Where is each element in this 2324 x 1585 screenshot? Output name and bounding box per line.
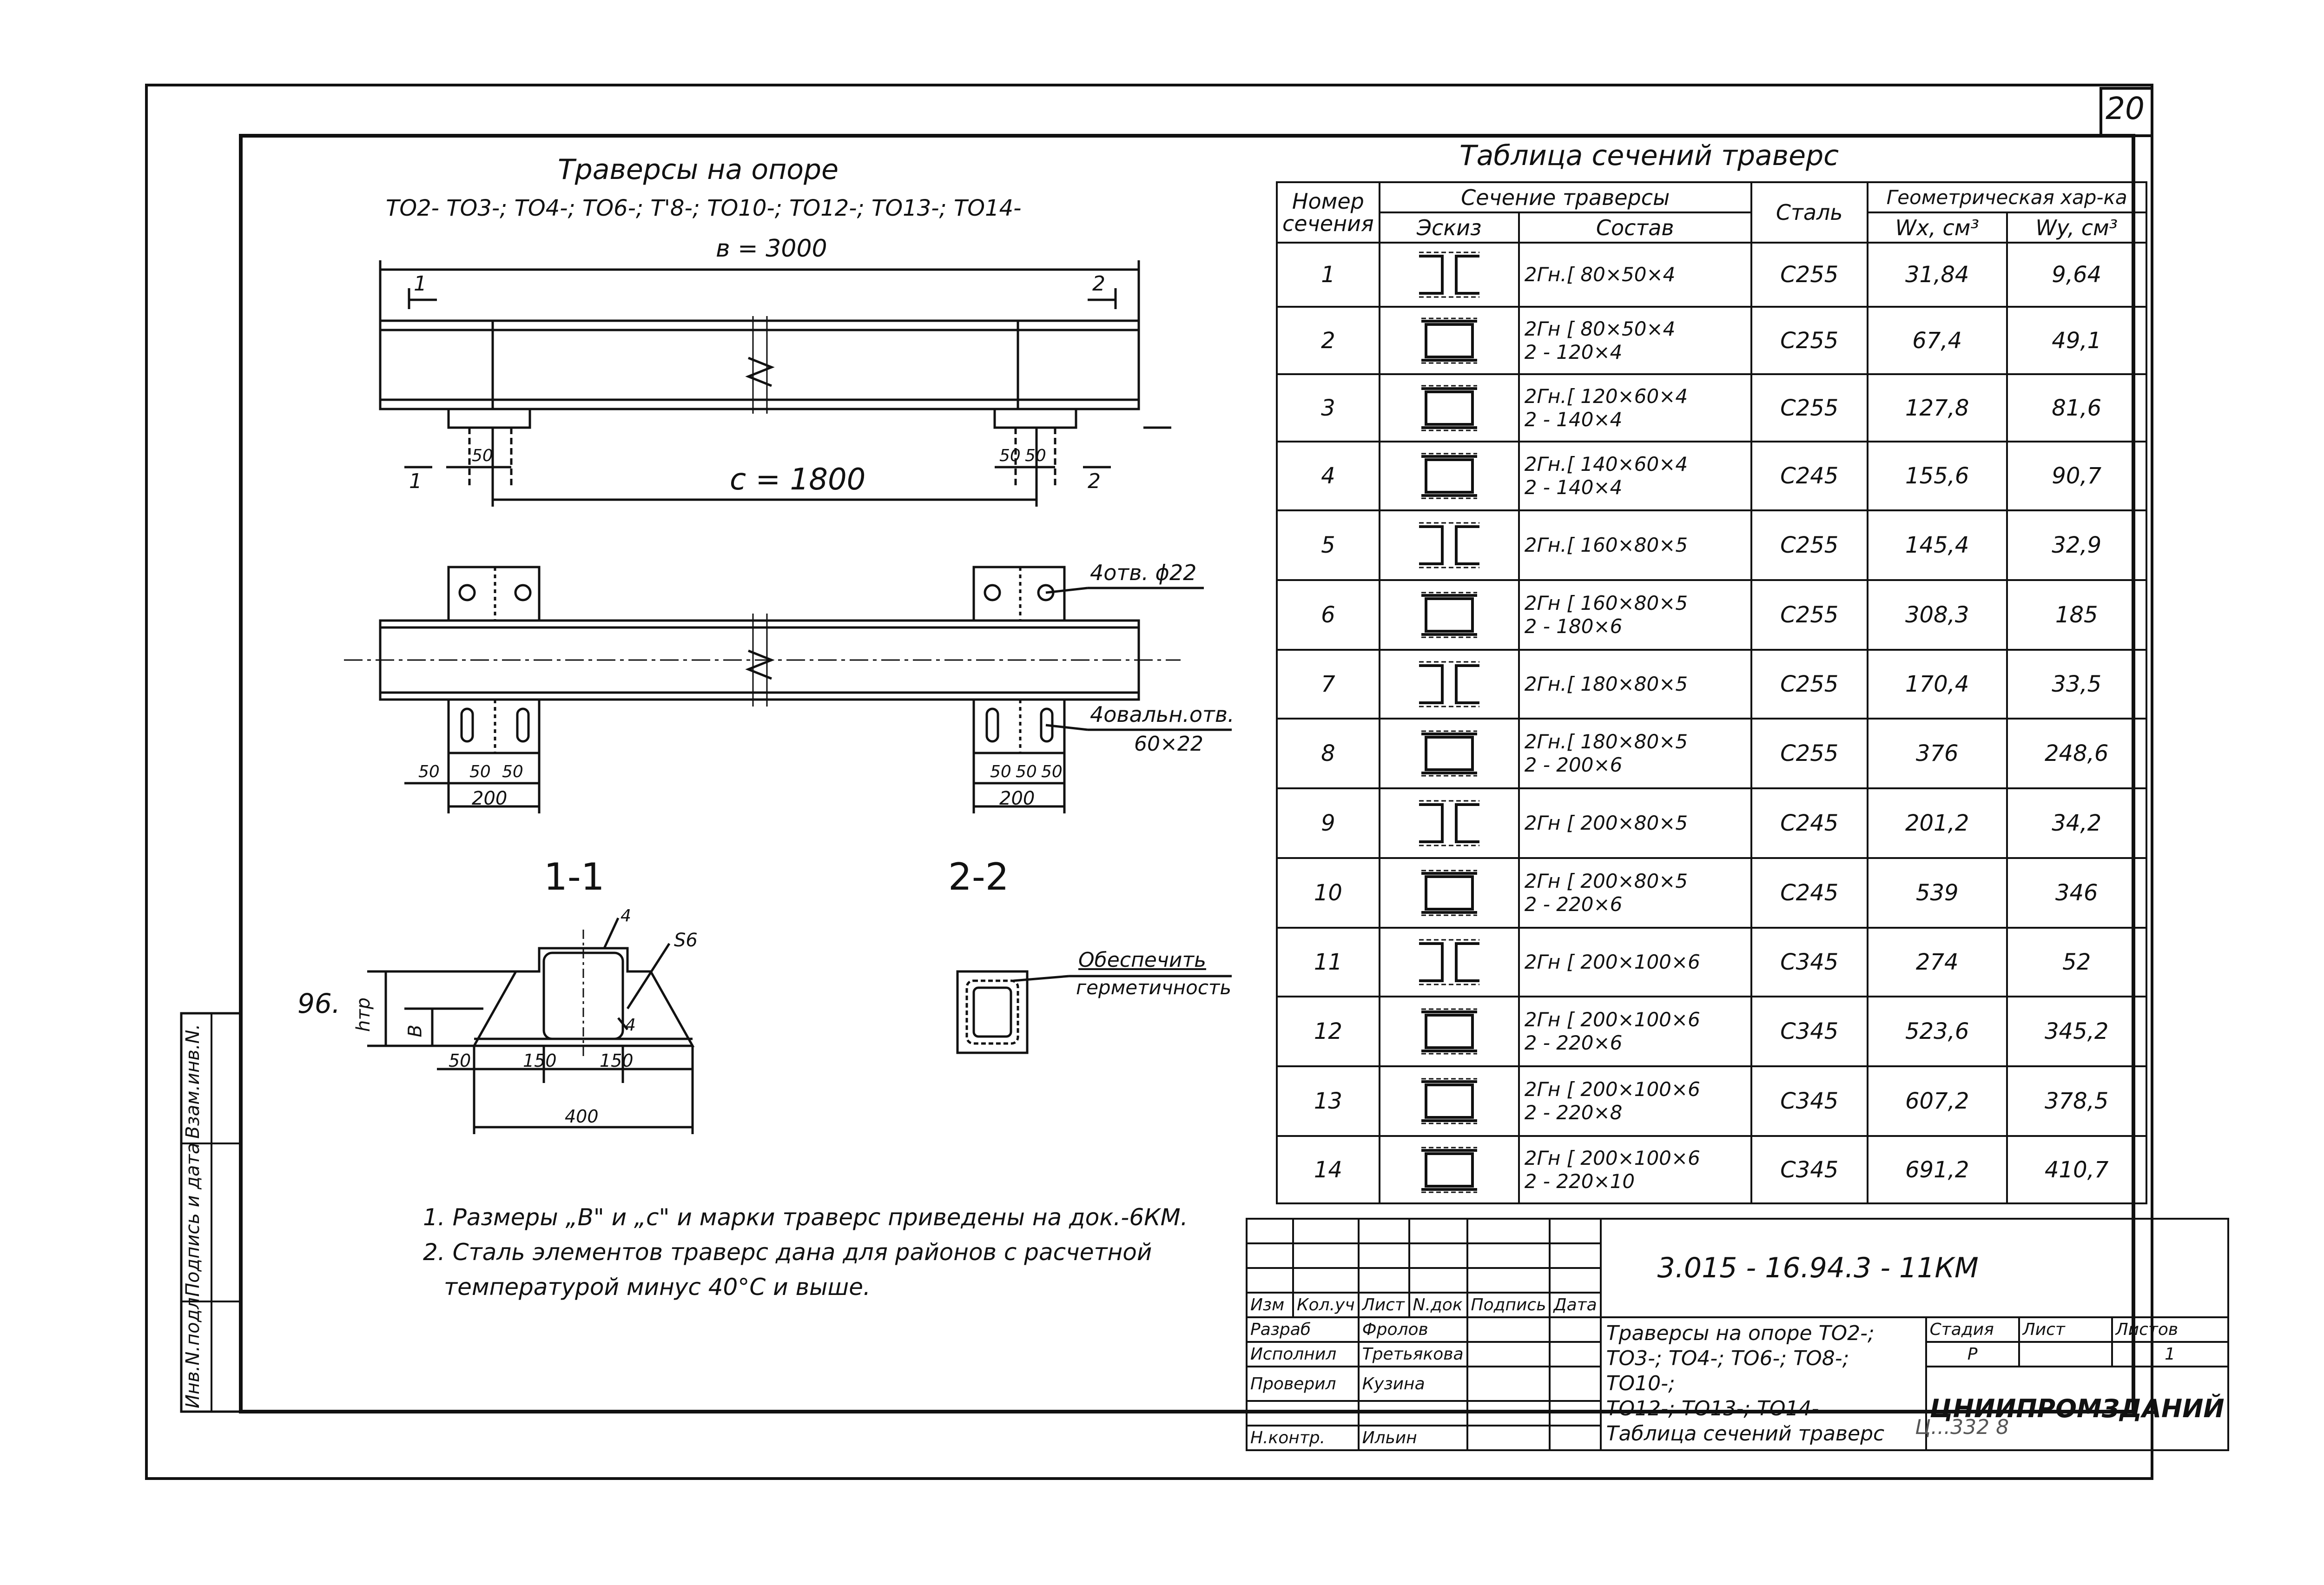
cell-wx-text: 376 [1915, 740, 1959, 766]
cell-number-text: 1 [1321, 262, 1335, 288]
note-1: 1. Размеры „В" и „с" и марки траверс приведены на док.-6КМ. [423, 1204, 1188, 1231]
cell-number-text: 11 [1314, 949, 1342, 975]
section-table [1276, 181, 2147, 1204]
side-inv-podl: Инв.N.подл. [182, 1291, 204, 1408]
holes-oval-label-1: 4овальн.отв. [1090, 702, 1235, 727]
cut-mark-1-top: 1 [414, 272, 427, 296]
plan-dim-50-c: 50 [502, 762, 523, 781]
cell-wy [2007, 1136, 2146, 1203]
cell-wx-text: 607,2 [1905, 1088, 1969, 1114]
table-row [1277, 928, 2146, 997]
note-2: 2. Сталь элементов траверс дана для районов с расчетной [423, 1239, 1152, 1266]
cell-composition [1519, 1136, 1751, 1203]
composition-line: 2Гн.[ 80×50×4 [1524, 263, 1676, 286]
nkontr-name: Ильин [1359, 1426, 1467, 1450]
cell-sketch [1380, 510, 1519, 580]
cell-steel [1751, 510, 1868, 580]
cell-wy-text: 410,7 [2045, 1156, 2109, 1183]
sketch-split-channels-icon [1410, 251, 1489, 298]
sketch-box-section-icon [1417, 1008, 1482, 1055]
cell-number [1277, 374, 1380, 442]
dim-b: в = 3000 [716, 235, 827, 263]
cell-composition [1519, 997, 1751, 1066]
cell-steel-text: С255 [1780, 327, 1839, 354]
cell-number-text: 8 [1321, 740, 1335, 766]
sketch-box-section-icon [1417, 1078, 1482, 1124]
cell-wx [1868, 243, 2007, 307]
cell-steel-text: С255 [1780, 262, 1839, 288]
th-wy: Wy, см³ [2007, 212, 2146, 243]
dim-c: с = 1800 [730, 462, 866, 497]
sketch-box-section-icon [1417, 385, 1482, 431]
section-table-body [1277, 243, 2146, 1203]
table-row [1277, 374, 2146, 442]
copy-stamp: Ц...332 8 [1915, 1415, 2009, 1439]
cell-wx-text: 523,6 [1905, 1018, 1969, 1044]
cell-composition [1519, 243, 1751, 307]
cell-wy-text: 32,9 [2052, 532, 2102, 558]
table-row [1277, 510, 2146, 580]
cell-sketch [1380, 997, 1519, 1066]
dim-htr: hтр [353, 997, 375, 1032]
section-1-1-label: 1-1 [544, 855, 605, 898]
plan-dim-50-e: 50 [1016, 762, 1037, 781]
cell-wy [2007, 510, 2146, 580]
composition-line: 2Гн.[ 180×80×5 [1524, 730, 1688, 753]
composition-line: 2Гн [ 80×50×4 [1524, 317, 1676, 340]
sketch-box-section-icon [1417, 730, 1482, 777]
cell-wx [1868, 1066, 2007, 1136]
col-ndok: N.док [1409, 1293, 1467, 1317]
cell-wy-text: 378,5 [2045, 1088, 2109, 1114]
cell-wy-text: 52 [2062, 949, 2091, 975]
sketch-split-channels-icon [1410, 661, 1489, 707]
cell-steel [1751, 650, 1868, 719]
cell-sketch [1380, 928, 1519, 997]
title-description [1601, 1317, 1926, 1450]
sec-dim-150-a: 150 [523, 1050, 557, 1071]
th-geom: Геометрическая хар-ка [1868, 182, 2146, 212]
desc-line-4: Таблица сечений траверс [1606, 1422, 1885, 1446]
cell-wy [2007, 788, 2146, 858]
dim-4-a: 4 [621, 906, 631, 925]
cell-number [1277, 307, 1380, 374]
cell-steel-text: С245 [1780, 810, 1839, 836]
cell-composition [1519, 307, 1751, 374]
dim-50-b: 50 [999, 446, 1021, 465]
cell-steel-text: С255 [1780, 532, 1839, 558]
cell-wx [1868, 580, 2007, 650]
plan-dim-50-f: 50 [1041, 762, 1063, 781]
cell-steel-text: С245 [1780, 880, 1839, 906]
cell-wx [1868, 307, 2007, 374]
cell-sketch [1380, 243, 1519, 307]
cell-sketch [1380, 442, 1519, 510]
sketch-box-section-icon [1417, 317, 1482, 364]
cell-wy-text: 90,7 [2052, 463, 2102, 489]
dim-B: В [404, 1024, 426, 1037]
plan-dim-50-a: 50 [418, 762, 440, 781]
composition-line: 2 - 180×6 [1524, 615, 1623, 638]
cell-wy [2007, 928, 2146, 997]
title-block [1246, 1218, 2229, 1451]
cell-steel [1751, 997, 1868, 1066]
cell-steel [1751, 788, 1868, 858]
cell-wy-text: 33,5 [2052, 671, 2102, 697]
cell-wy-text: 346 [2055, 880, 2098, 906]
cell-wx [1868, 788, 2007, 858]
cell-wy-text: 9,64 [2052, 262, 2102, 288]
proveril-label: Проверил [1247, 1367, 1359, 1401]
nkontr-label: Н.контр. [1247, 1426, 1359, 1450]
composition-line: 2 - 220×6 [1524, 893, 1623, 916]
table-row [1277, 307, 2146, 374]
cell-wy [2007, 243, 2146, 307]
cell-wy-text: 49,1 [2052, 327, 2102, 354]
cell-steel-text: С345 [1780, 1088, 1839, 1114]
cell-number [1277, 580, 1380, 650]
proveril-name: Кузина [1359, 1367, 1467, 1401]
table-row [1277, 719, 2146, 788]
dim-96: 96. [297, 988, 341, 1019]
cell-composition [1519, 580, 1751, 650]
composition-line: 2Гн [ 160×80×5 [1524, 592, 1688, 614]
cell-steel [1751, 1066, 1868, 1136]
plan-dim-200-b: 200 [999, 788, 1035, 809]
cell-number-text: 2 [1321, 327, 1335, 354]
cell-wx [1868, 650, 2007, 719]
th-wx: Wx, см³ [1868, 212, 2007, 243]
cell-wx [1868, 510, 2007, 580]
cell-steel-text: С255 [1780, 602, 1839, 628]
cell-steel-text: С345 [1780, 949, 1839, 975]
stadia-label: Стадия [1926, 1317, 2019, 1342]
table-row [1277, 788, 2146, 858]
cell-steel [1751, 1136, 1868, 1203]
cell-wx [1868, 374, 2007, 442]
dim-s6: S6 [674, 930, 698, 951]
cell-steel-text: С255 [1780, 740, 1839, 766]
cell-number-text: 7 [1321, 671, 1335, 697]
cell-sketch [1380, 788, 1519, 858]
cell-wx-text: 170,4 [1905, 671, 1969, 697]
sketch-box-section-icon [1417, 592, 1482, 638]
cell-wy-text: 185 [2055, 602, 2098, 628]
cell-sketch [1380, 1136, 1519, 1203]
dim-4-b: 4 [625, 1016, 636, 1035]
sec-dim-150-b: 150 [600, 1050, 634, 1071]
cell-wy-text: 34,2 [2052, 810, 2102, 836]
cell-number [1277, 1136, 1380, 1203]
cell-number [1277, 719, 1380, 788]
cell-wx-text: 67,4 [1912, 327, 1962, 354]
th-sketch: Эскиз [1380, 212, 1519, 243]
seal-note-1: Обеспечить [1078, 948, 1207, 972]
composition-line: 2Гн.[ 180×80×5 [1524, 673, 1688, 695]
cell-wy-text: 81,6 [2052, 395, 2102, 421]
composition-line: 2Гн [ 200×100×6 [1524, 1078, 1700, 1101]
th-number: Номер сечения [1277, 182, 1380, 243]
table-row [1277, 1066, 2146, 1136]
cell-wy [2007, 442, 2146, 510]
composition-line: 2 - 140×4 [1524, 408, 1623, 431]
table-row [1277, 858, 2146, 928]
cell-steel [1751, 307, 1868, 374]
note-3: температурой минус 40°С и выше. [444, 1274, 871, 1301]
composition-line: 2 - 120×4 [1524, 340, 1623, 363]
listov-label: Листов [2112, 1317, 2228, 1342]
cell-wx-text: 691,2 [1905, 1156, 1969, 1183]
cell-composition [1519, 442, 1751, 510]
desc-line-3: ТО12-; ТО13-; ТО14- [1606, 1397, 1819, 1420]
cell-number-text: 13 [1314, 1088, 1342, 1114]
cell-wx-text: 127,8 [1905, 395, 1969, 421]
cell-steel [1751, 374, 1868, 442]
composition-line: 2Гн.[ 160×80×5 [1524, 534, 1688, 556]
cell-wx-text: 274 [1915, 949, 1959, 975]
cell-wy [2007, 719, 2146, 788]
cell-number [1277, 650, 1380, 719]
cell-wx-text: 31,84 [1905, 262, 1969, 288]
cell-steel [1751, 243, 1868, 307]
composition-line: 2Гн.[ 120×60×4 [1524, 384, 1688, 408]
cell-sketch [1380, 719, 1519, 788]
left-subtitle: ТО2- ТО3-; ТО4-; ТО6-; Т'8-; ТО10-; ТО12-; ТО13-; ТО14- [386, 195, 1022, 221]
table-title: Таблица сечений траверс [1459, 139, 1839, 172]
stadia-value: Р [1926, 1342, 2019, 1367]
cell-sketch [1380, 307, 1519, 374]
cell-composition [1519, 788, 1751, 858]
cell-sketch [1380, 374, 1519, 442]
table-row [1277, 997, 2146, 1066]
cell-wx-text: 155,6 [1905, 463, 1969, 489]
cell-number-text: 14 [1314, 1156, 1342, 1183]
th-steel: Сталь [1751, 182, 1868, 243]
org-name: ЦНИИПРОМЗДАНИЙ [1926, 1367, 2228, 1450]
cell-number [1277, 997, 1380, 1066]
cell-sketch [1380, 1066, 1519, 1136]
cell-steel [1751, 580, 1868, 650]
cell-wx [1868, 719, 2007, 788]
composition-line: 2 - 220×8 [1524, 1101, 1623, 1124]
plan-dim-200-a: 200 [472, 788, 508, 809]
sec-dim-50: 50 [449, 1050, 471, 1071]
cell-composition [1519, 928, 1751, 997]
dim-50-a: 50 [472, 446, 493, 465]
cell-number [1277, 1066, 1380, 1136]
composition-line: 2Гн [ 200×80×5 [1524, 812, 1688, 834]
cell-wy [2007, 374, 2146, 442]
sheet-number: 20 [2106, 91, 2145, 126]
doc-code: 3.015 - 16.94.3 - 11КМ [1601, 1219, 2228, 1317]
cell-steel-text: С345 [1780, 1018, 1839, 1044]
cell-wx-text: 308,3 [1905, 602, 1969, 628]
cell-number [1277, 442, 1380, 510]
composition-line: 2 - 200×6 [1524, 753, 1623, 776]
cell-number [1277, 928, 1380, 997]
list-label: Лист [2019, 1317, 2112, 1342]
sketch-split-channels-icon [1410, 939, 1489, 985]
cell-number-text: 12 [1314, 1018, 1342, 1044]
composition-line: 2 - 140×4 [1524, 476, 1623, 499]
cell-number-text: 4 [1321, 463, 1335, 489]
sketch-split-channels-icon [1410, 522, 1489, 568]
sketch-box-section-icon [1417, 453, 1482, 499]
cell-wy [2007, 650, 2146, 719]
cell-wx [1868, 997, 2007, 1066]
cell-number [1277, 243, 1380, 307]
cell-wy [2007, 580, 2146, 650]
sketch-split-channels-icon [1410, 800, 1489, 846]
cell-sketch [1380, 858, 1519, 928]
table-row [1277, 580, 2146, 650]
composition-line: 2Гн [ 200×100×6 [1524, 1008, 1700, 1031]
sec-dim-400: 400 [565, 1106, 599, 1127]
cell-wx [1868, 442, 2007, 510]
cell-wx [1868, 1136, 2007, 1203]
cell-steel-text: С345 [1780, 1156, 1839, 1183]
cut-mark-2-bottom: 2 [1088, 469, 1101, 493]
side-podp-data: Подпись и дата [182, 1143, 204, 1297]
composition-line: 2 - 220×6 [1524, 1031, 1623, 1054]
cell-number-text: 6 [1321, 602, 1335, 628]
ispolnil-name: Третьякова [1359, 1342, 1467, 1367]
table-row [1277, 243, 2146, 307]
cell-number-text: 5 [1321, 532, 1335, 558]
table-row [1277, 1136, 2146, 1203]
col-podp: Подпись [1467, 1293, 1550, 1317]
desc-line-2: ТО3-; ТО4-; ТО6-; ТО8-; ТО10-; [1606, 1347, 1849, 1395]
cell-wx-text: 145,4 [1905, 532, 1969, 558]
composition-line: 2Гн [ 200×100×6 [1524, 951, 1700, 973]
razrab-name: Фролов [1359, 1317, 1467, 1342]
desc-line-1: Траверсы на опоре ТО2-; [1606, 1321, 1875, 1345]
cell-wx [1868, 858, 2007, 928]
cell-number-text: 3 [1321, 395, 1335, 421]
cell-sketch [1380, 580, 1519, 650]
cell-wy [2007, 307, 2146, 374]
cut-mark-1-bottom: 1 [409, 469, 422, 493]
sketch-box-section-icon [1417, 870, 1482, 916]
side-vzam-inv: Взам.инв.N. [182, 1024, 204, 1139]
seal-note-2: герметичность [1076, 976, 1232, 999]
cell-composition [1519, 650, 1751, 719]
plan-dim-50-b: 50 [469, 762, 491, 781]
listov-value: 1 [2112, 1342, 2228, 1367]
col-izm: Изм [1247, 1293, 1293, 1317]
dim-50-c: 50 [1025, 446, 1046, 465]
composition-line: 2Гн [ 200×100×6 [1524, 1146, 1700, 1169]
table-row [1277, 650, 2146, 719]
holes-oval-label-2: 60×22 [1134, 732, 1203, 756]
left-title: Траверсы на опоре [558, 153, 839, 186]
cell-wx [1868, 928, 2007, 997]
plan-dim-50-d: 50 [990, 762, 1011, 781]
cell-wy-text: 345,2 [2045, 1018, 2109, 1044]
cell-number [1277, 510, 1380, 580]
cell-composition [1519, 858, 1751, 928]
table-row [1277, 442, 2146, 510]
section-2-2-label: 2-2 [948, 855, 1009, 898]
cell-steel-text: С255 [1780, 395, 1839, 421]
razrab-label: Разраб [1247, 1317, 1359, 1342]
cell-wy [2007, 997, 2146, 1066]
th-section: Сечение траверсы [1380, 182, 1751, 212]
cell-steel-text: С245 [1780, 463, 1839, 489]
cell-number [1277, 788, 1380, 858]
cell-number-text: 10 [1314, 880, 1342, 906]
cell-wy [2007, 1066, 2146, 1136]
composition-line: 2Гн [ 200×80×5 [1524, 870, 1688, 892]
col-kol: Кол.уч [1293, 1293, 1359, 1317]
cell-wy [2007, 858, 2146, 928]
cell-composition [1519, 719, 1751, 788]
col-list: Лист [1359, 1293, 1409, 1317]
cell-composition [1519, 374, 1751, 442]
col-data: Дата [1550, 1293, 1600, 1317]
cell-steel-text: С255 [1780, 671, 1839, 697]
cell-steel [1751, 719, 1868, 788]
cell-steel [1751, 442, 1868, 510]
cell-steel [1751, 858, 1868, 928]
composition-line: 2 - 220×10 [1524, 1169, 1635, 1193]
cell-wx-text: 201,2 [1905, 810, 1969, 836]
cell-composition [1519, 1066, 1751, 1136]
holes-round-label: 4отв. ϕ22 [1090, 560, 1197, 585]
cell-number [1277, 858, 1380, 928]
cell-sketch [1380, 650, 1519, 719]
composition-line: 2Гн.[ 140×60×4 [1524, 453, 1688, 476]
th-composition: Состав [1519, 212, 1751, 243]
cell-steel [1751, 928, 1868, 997]
cell-wy-text: 248,6 [2045, 740, 2109, 766]
cell-number-text: 9 [1321, 810, 1335, 836]
cell-wx-text: 539 [1915, 880, 1959, 906]
cut-mark-2-top: 2 [1092, 272, 1105, 296]
sketch-box-section-icon [1417, 1147, 1482, 1193]
cell-composition [1519, 510, 1751, 580]
ispolnil-label: Исполнил [1247, 1342, 1359, 1367]
